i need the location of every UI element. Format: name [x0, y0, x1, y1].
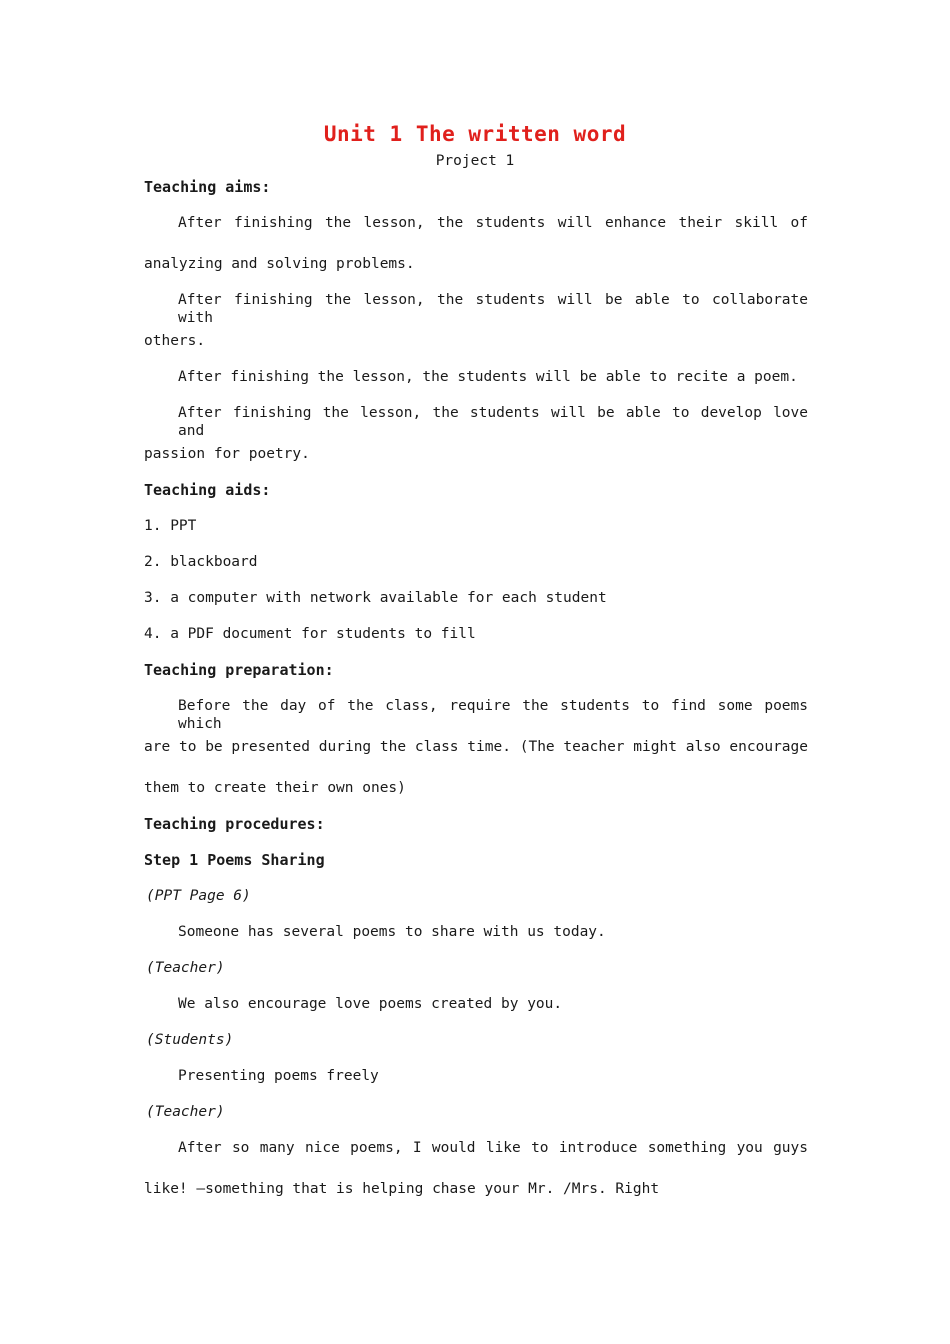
ppt-page-note: (PPT Page 6): [146, 888, 251, 904]
aim-3-line-1: After finishing the lesson, the students will be able to recite a poem.: [178, 369, 798, 385]
teaching-aims-heading: Teaching aims:: [144, 178, 271, 196]
teaching-procedures-heading: Teaching procedures:: [144, 815, 325, 833]
teacher-label-2: (Teacher): [146, 1104, 225, 1120]
teaching-preparation-heading: Teaching preparation:: [144, 661, 334, 679]
preparation-line-2: are to be presented during the class time. (The teacher might also encourage: [144, 739, 808, 755]
aim-1-line-2: analyzing and solving problems.: [144, 256, 415, 272]
preparation-line-1: Before the day of the class, require the students to find some poems which: [178, 698, 808, 732]
step-1-heading: Step 1 Poems Sharing: [144, 851, 325, 869]
aim-2-line-2: others.: [144, 333, 206, 349]
procedure-paragraph-4-line-2: like! —something that is helping chase your Mr. /Mrs. Right: [144, 1181, 660, 1197]
aid-item-4: 4. a PDF document for students to fill: [144, 626, 476, 642]
aid-item-3: 3. a computer with network available for each student: [144, 590, 607, 606]
teaching-aids-heading: Teaching aids:: [144, 481, 271, 499]
document-subtitle: Project 1: [435, 153, 515, 169]
aid-item-2: 2. blackboard: [144, 554, 258, 570]
preparation-line-3: them to create their own ones): [144, 780, 406, 796]
aim-4-line-2: passion for poetry.: [144, 446, 310, 462]
procedure-paragraph-2: We also encourage love poems created by you.: [178, 996, 563, 1012]
procedure-paragraph-3: Presenting poems freely: [178, 1068, 379, 1084]
document-title: Unit 1 The written word: [323, 122, 627, 146]
aim-2-line-1: After finishing the lesson, the students will be able to collaborate with: [178, 292, 808, 326]
students-label-1: (Students): [146, 1032, 234, 1048]
procedure-paragraph-1: Someone has several poems to share with us today.: [178, 924, 606, 940]
aid-item-1: 1. PPT: [144, 518, 197, 534]
teacher-label-1: (Teacher): [146, 960, 225, 976]
aim-1-line-1: After finishing the lesson, the students will enhance their skill of: [178, 215, 808, 231]
aim-4-line-1: After finishing the lesson, the students will be able to develop love and: [178, 405, 808, 439]
procedure-paragraph-4-line-1: After so many nice poems, I would like to introduce something you guys: [178, 1140, 808, 1156]
